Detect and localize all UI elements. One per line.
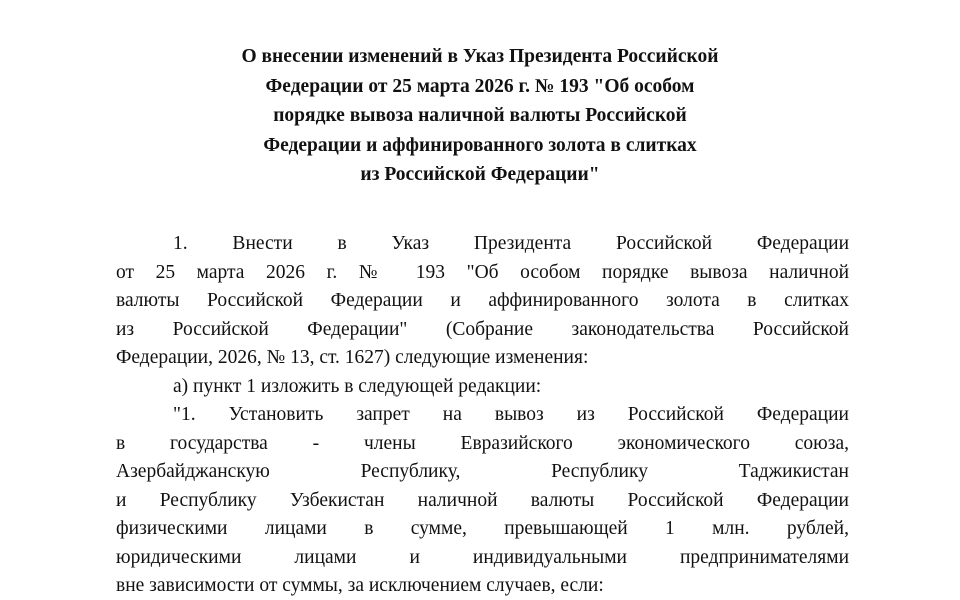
paragraph-line: в государства - члены Евразийского экономического союза, [116, 432, 849, 454]
document-title [120, 42, 840, 190]
title-line: Федерации и аффинированного золота в слитках [263, 134, 697, 156]
paragraph-line: вне зависимости от суммы, за исключением случаев, если: [116, 575, 604, 596]
paragraph-line: и Республику Узбекистан наличной валюты Российской Федерации [116, 489, 849, 511]
title-line: из Российской Федерации" [360, 164, 600, 185]
title-line: порядке вывоза наличной валюты Российской [273, 105, 687, 126]
paragraph-line: а) пункт 1 изложить в следующей редакции: [173, 375, 542, 397]
paragraph-line: физическими лицами в сумме, превышающей 1 млн. рублей, [116, 518, 849, 539]
paragraph-line: "1. Установить запрет на вывоз из Российской Федерации [173, 404, 849, 425]
paragraph-line: юридическими лицами и индивидуальными предпринимателями [116, 546, 849, 568]
title-line: О внесении изменений в Указ Президента Российской [241, 46, 719, 67]
paragraph-line: из Российской Федерации" (Собрание законодательства Российской [116, 318, 849, 340]
paragraph-line: от 25 марта 2026 г. № 193 "Об особом порядке вывоза наличной [116, 261, 849, 283]
paragraph-line: 1. Внести в Указ Президента Российской Федерации [173, 233, 849, 254]
document-body [116, 230, 849, 600]
paragraph-line: Федерации, 2026, № 13, ст. 1627) следующие изменения: [116, 347, 589, 368]
paragraph-line: валюты Российской Федерации и аффинированного золота в слитках [116, 290, 849, 311]
paragraph-line: Азербайджанскую Республику, Республику Таджикистан [116, 461, 849, 482]
title-line: Федерации от 25 марта 2026 г. № 193 "Об особом [265, 75, 695, 97]
